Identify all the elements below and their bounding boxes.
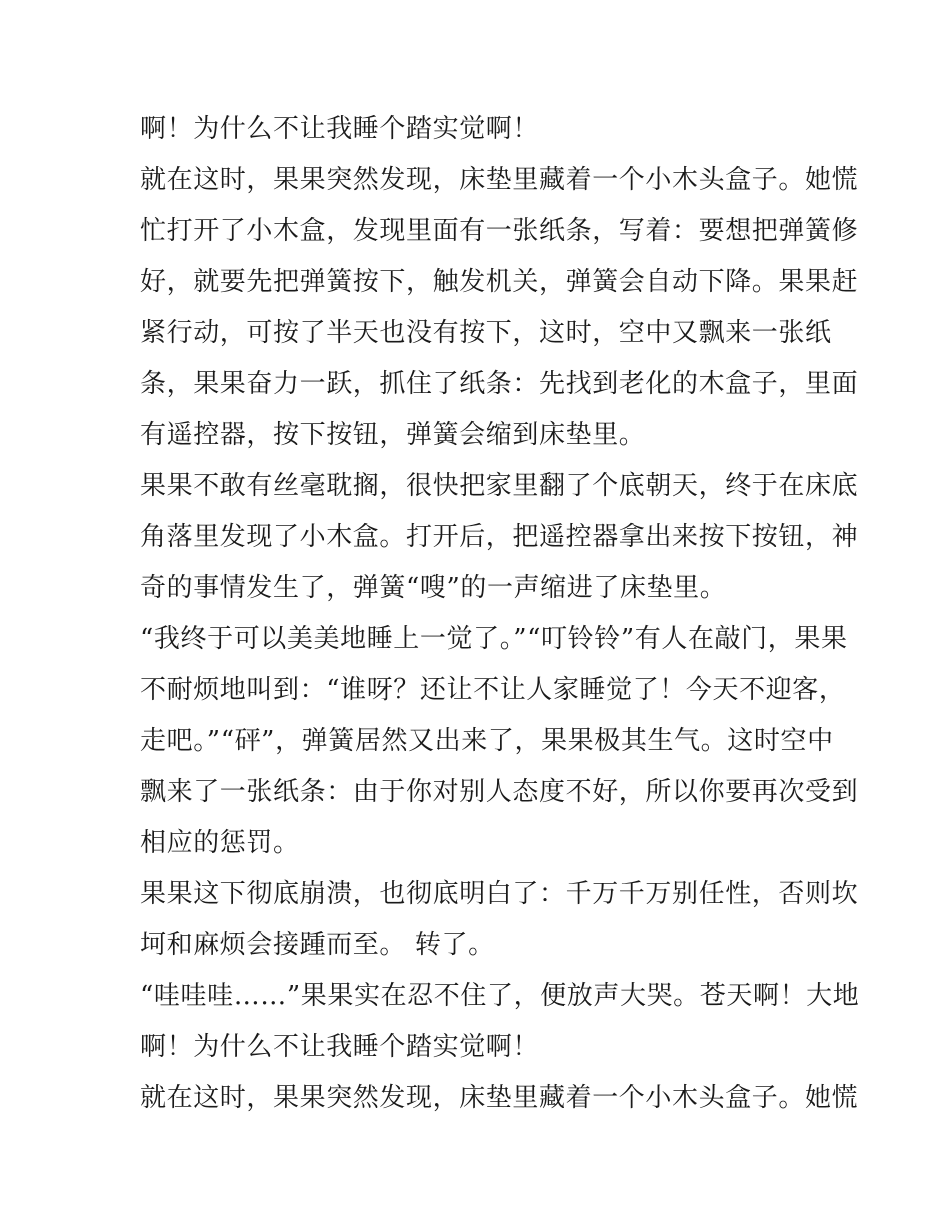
text-line: 就在这时，果果突然发现，床垫里藏着一个小木头盒子。她慌 [140,165,859,195]
text-line: 啊！为什么不让我睡个踏实觉啊！ [140,1032,540,1062]
text-line: 不耐烦地叫到：“谁呀？还让不让人家睡觉了！今天不迎客， [140,675,846,705]
text-line: “我终于可以美美地睡上一觉了。”“叮铃铃”有人在敲门，果果 [140,624,848,654]
text-line: 果果不敢有丝毫耽搁，很快把家里翻了个底朝天，终于在床底 [140,471,859,501]
text-line: 啊！为什么不让我睡个踏实觉啊！ [140,114,540,144]
text-line: 坷和麻烦会接踵而至。 转了。 [140,930,495,960]
text-line: 果果这下彻底崩溃，也彻底明白了：千万千万别任性，否则坎 [140,879,859,909]
text-line: 紧行动，可按了半天也没有按下，这时，空中又飘来一张纸 [140,318,832,348]
text-line: “哇哇哇……”果果实在忍不住了，便放声大哭。苍天啊！大地 [140,981,860,1011]
text-line: 奇的事情发生了，弹簧“嗖”的一声缩进了床垫里。 [140,573,727,603]
text-line: 忙打开了小木盒，发现里面有一张纸条，写着：要想把弹簧修 [140,216,859,246]
text-line: 相应的惩罚。 [140,828,300,858]
text-line: 角落里发现了小木盒。打开后，把遥控器拿出来按下按钮，神 [140,522,859,552]
text-line: 飘来了一张纸条：由于你对别人态度不好，所以你要再次受到 [140,777,859,807]
text-line: 有遥控器，按下按钮，弹簧会缩到床垫里。 [140,420,646,450]
story-text [140,104,860,1124]
text-line: 好，就要先把弹簧按下，触发机关，弹簧会自动下降。果果赶 [140,267,859,297]
text-line: 条，果果奋力一跃，抓住了纸条：先找到老化的木盒子，里面 [140,369,859,399]
text-line: 走吧。”“砰”，弹簧居然又出来了，果果极其生气。这时空中 [140,726,834,756]
text-line: 就在这时，果果突然发现，床垫里藏着一个小木头盒子。她慌 [140,1083,859,1113]
